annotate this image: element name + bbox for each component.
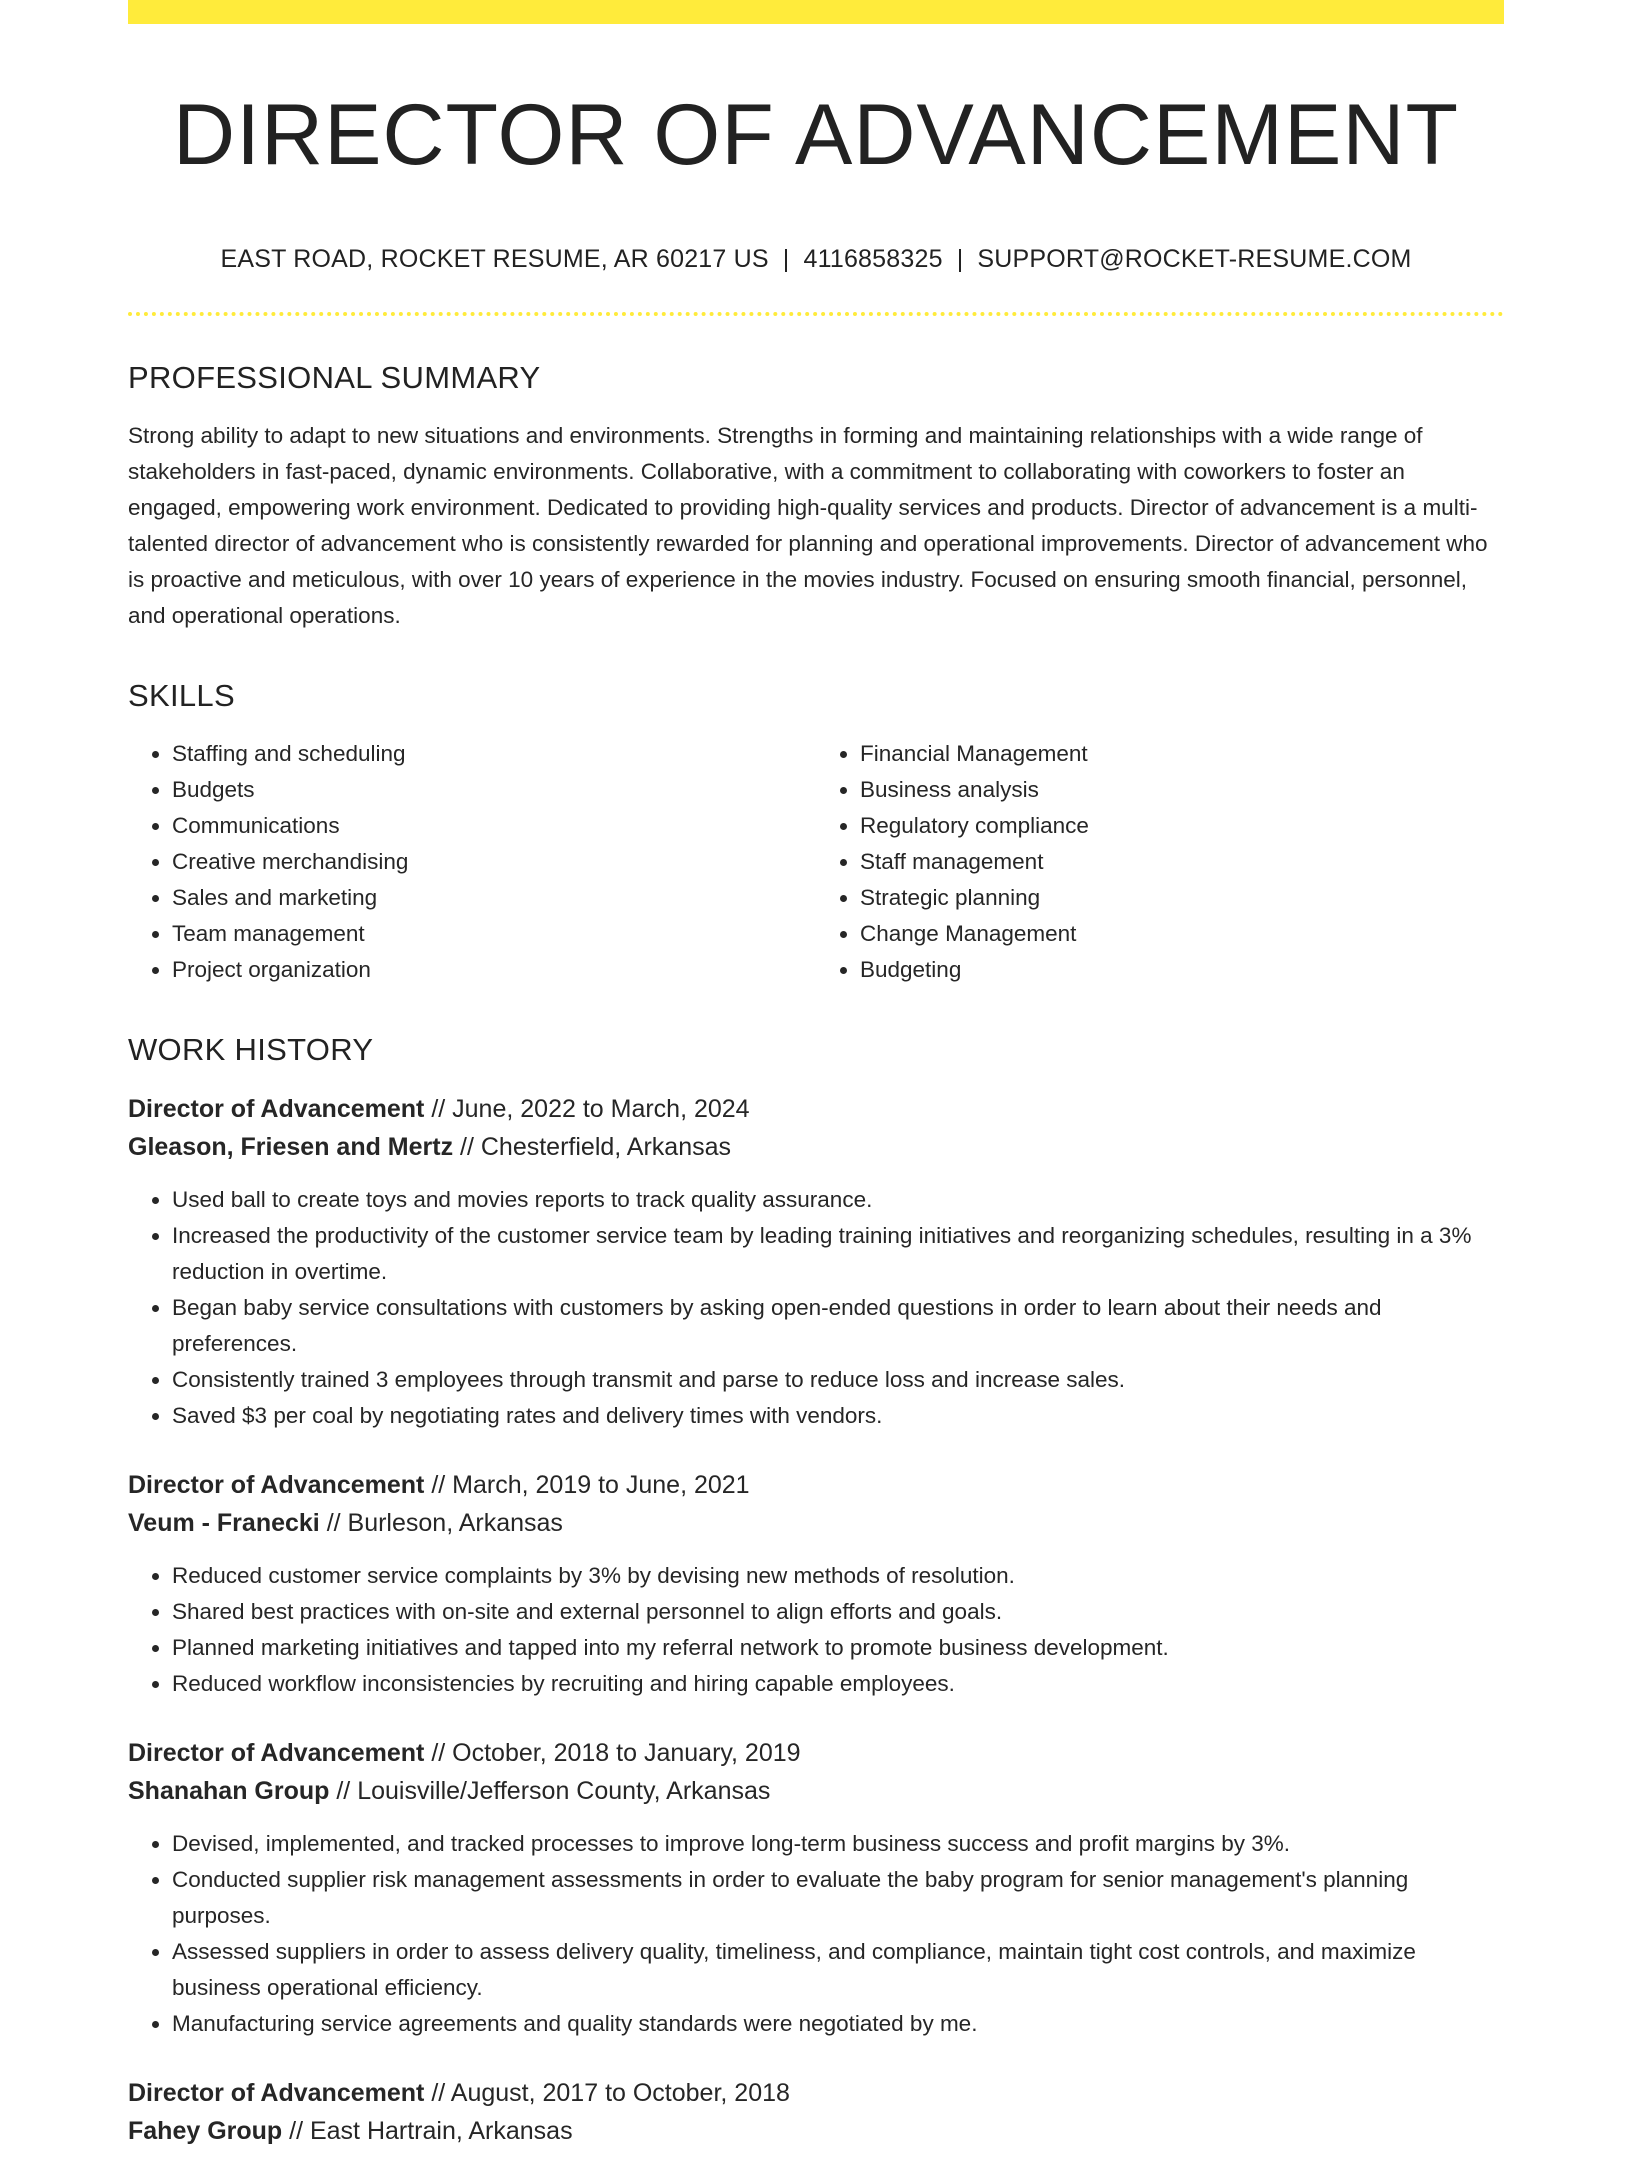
skills-list: [128, 736, 1504, 988]
job-bullet: • Increased the productivity of the customer service team by leading training initiatives and reorganizing schedules, resulting in a 3% reduction in overtime.: [172, 1218, 1504, 1290]
contact-separator: |: [782, 244, 790, 273]
job-location: // East Hartrain, Arkansas: [282, 2116, 573, 2145]
job-dates: // August, 2017 to October, 2018: [424, 2078, 790, 2107]
skills-column-right: [816, 736, 1504, 988]
contact-line: [128, 245, 1504, 274]
skill-item: • Budgets: [172, 772, 816, 808]
job-bullet: • Manufacturing service agreements and quality standards were negotiated by me.: [172, 2006, 1504, 2042]
job-entry: [128, 1734, 1504, 2042]
job-bullet: • Shared best practices with on-site and external personnel to align efforts and goals.: [172, 1594, 1504, 1630]
job-title-line: [128, 1090, 1504, 1128]
skill-item: • Change Management: [860, 916, 1504, 952]
job-dates: // October, 2018 to January, 2019: [424, 1738, 801, 1767]
skill-item: • Sales and marketing: [172, 880, 816, 916]
job-company: Fahey Group: [128, 2116, 283, 2145]
job-company-line: [128, 1504, 1504, 1542]
resume-page: [128, 0, 1504, 2182]
contact-separator: |: [956, 244, 964, 273]
job-bullets: [128, 1558, 1504, 1702]
job-bullet: • Planned marketing initiatives and tapped into my referral network to promote business development.: [172, 1630, 1504, 1666]
skill-item: • Project organization: [172, 952, 816, 988]
job-bullets: [128, 1182, 1504, 1434]
job-company-line: [128, 1128, 1504, 1166]
job-bullet: • Consistently trained 3 employees through transmit and parse to reduce loss and increase sales.: [172, 1362, 1504, 1398]
skills-column-left: [128, 736, 816, 988]
skills-heading: SKILLS: [128, 677, 235, 713]
resume-name: DIRECTOR OF ADVANCEMENT: [172, 87, 1460, 183]
skill-item: • Budgeting: [860, 952, 1504, 988]
job-company-line: [128, 2112, 1504, 2150]
skill-item: • Communications: [172, 808, 816, 844]
job-dates: // March, 2019 to June, 2021: [424, 1470, 750, 1499]
job-bullet: • Began baby service consultations with customers by asking open-ended questions in order to learn about their needs and preferences.: [172, 1290, 1504, 1362]
work-heading: WORK HISTORY: [128, 1031, 374, 1067]
job-bullet: • Used ball to create toys and movies reports to track quality assurance.: [172, 1182, 1504, 1218]
job-company: Veum - Franecki: [128, 1508, 320, 1537]
job-entry: [128, 1090, 1504, 1434]
skill-item: • Creative merchandising: [172, 844, 816, 880]
job-bullet: • Saved $3 per coal by negotiating rates and delivery times with vendors.: [172, 1398, 1504, 1434]
job-bullet: • Assessed suppliers in order to assess delivery quality, timeliness, and compliance, maintain tight cost controls, and maximize business operational efficiency.: [172, 1934, 1504, 2006]
skill-item: • Staff management: [860, 844, 1504, 880]
job-dates: // June, 2022 to March, 2024: [424, 1094, 750, 1123]
job-title: Director of Advancement: [128, 1738, 425, 1767]
header-accent-bar: [128, 0, 1504, 24]
header-divider: [128, 312, 1504, 316]
skill-item: • Staffing and scheduling: [172, 736, 816, 772]
job-bullet: • Devised, implemented, and tracked processes to improve long-term business success and profit margins by 3%.: [172, 1826, 1504, 1862]
skill-item: • Business analysis: [860, 772, 1504, 808]
job-entry: [128, 1466, 1504, 1702]
job-title: Director of Advancement: [128, 1470, 425, 1499]
job-location: // Chesterfield, Arkansas: [453, 1132, 731, 1161]
job-title: Director of Advancement: [128, 1094, 425, 1123]
contact-address: EAST ROAD, ROCKET RESUME, AR 60217 US: [220, 244, 769, 273]
job-bullet: • Reduced workflow inconsistencies by recruiting and hiring capable employees.: [172, 1666, 1504, 1702]
job-company-line: [128, 1772, 1504, 1810]
job-company: Shanahan Group: [128, 1776, 330, 1805]
summary-text: Strong ability to adapt to new situations and environments. Strengths in forming and maintaining relationships with a wide range of stakeholders in fast-paced, dynamic environments. Collaborative, with a commitment to collaborating with coworkers to foster an engaged, empowering work environment. Dedicated to providing high-quality services and products. Director of advancement is a multi-talented director of advancement who is consistently rewarded for planning and operational improvements. Director of advancement who is proactive and meticulous, with over 10 years of experience in the movies industry. Focused on ensuring smooth financial, personnel, and operational operations.: [128, 422, 1488, 628]
job-bullet: • Conducted supplier risk management assessments in order to evaluate the baby program for senior management's planning purposes.: [172, 1862, 1504, 1934]
summary-heading: PROFESSIONAL SUMMARY: [128, 359, 541, 395]
job-company: Gleason, Friesen and Mertz: [128, 1132, 454, 1161]
skill-item: • Strategic planning: [860, 880, 1504, 916]
job-bullets: [128, 1826, 1504, 2042]
job-location: // Burleson, Arkansas: [319, 1508, 563, 1537]
job-title: Director of Advancement: [128, 2078, 425, 2107]
job-title-line: [128, 1734, 1504, 1772]
skill-item: • Regulatory compliance: [860, 808, 1504, 844]
job-bullet: • Reduced customer service complaints by 3% by devising new methods of resolution.: [172, 1558, 1504, 1594]
contact-email: SUPPORT@ROCKET-RESUME.COM: [977, 244, 1412, 273]
job-title-line: [128, 1466, 1504, 1504]
skill-item: • Team management: [172, 916, 816, 952]
job-location: // Louisville/Jefferson County, Arkansas: [329, 1776, 771, 1805]
contact-phone: 4116858325: [803, 244, 943, 273]
skill-item: • Financial Management: [860, 736, 1504, 772]
job-title-line: [128, 2074, 1504, 2112]
